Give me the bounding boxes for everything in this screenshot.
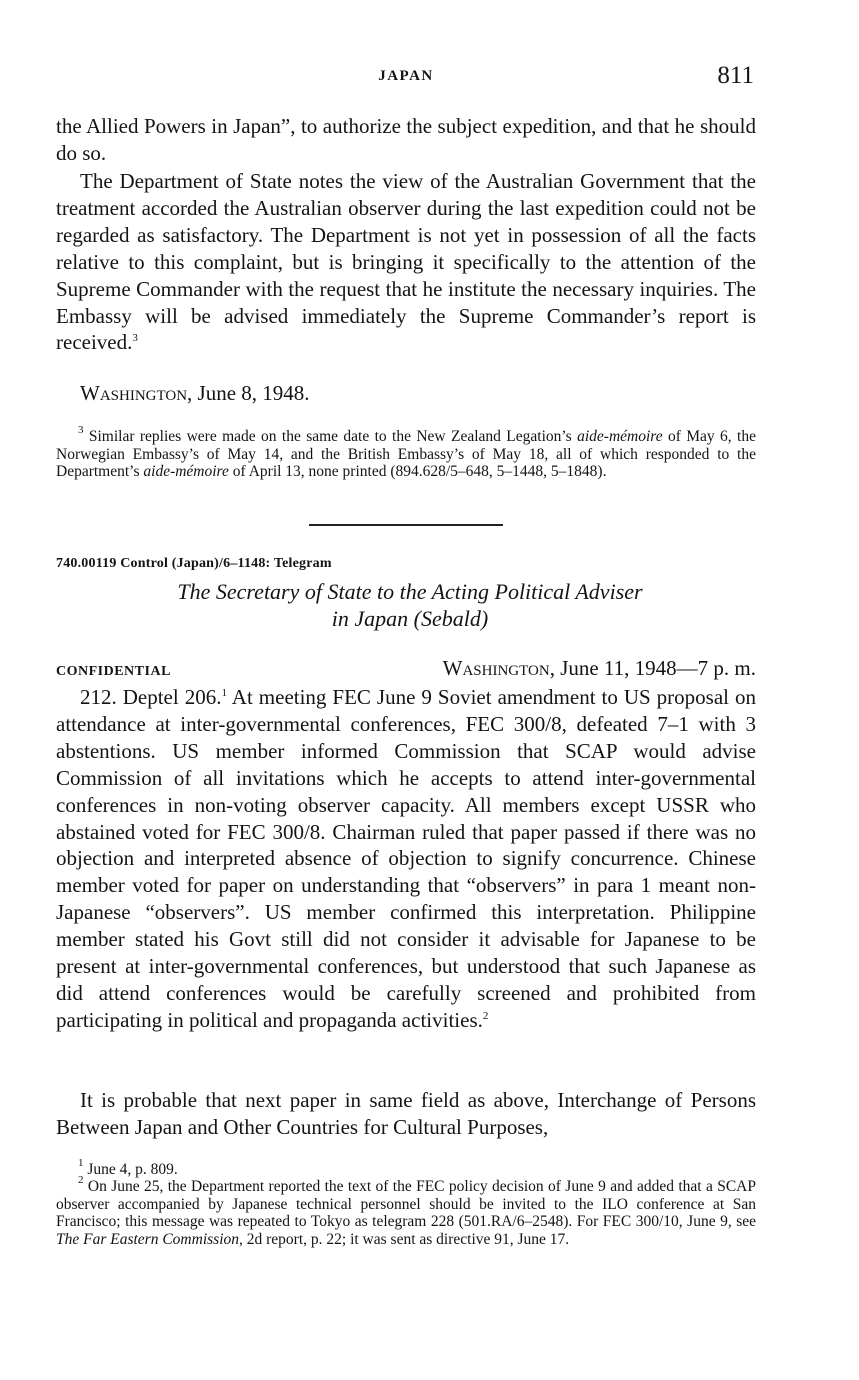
paragraph-text: At meeting FEC June 9 Soviet amendment to US proposal on attendance at inter-governmental conferences, FEC 300/8, defeated 7–1 with 3 abstentions. US member informed Commission that SCAP would advise Commission of all invitations which he accepts to attend inter-governmental conferences in non-voting observer capacity. All members except USSR who abstained voted for FEC 300/8. Chairman ruled that paper passed if there was no objection and interpreted absence of objection to signify concurrence. Chinese member voted for paper on understanding that “observers” in para 1 meant non-Japanese “observers”. US member confirmed this interpretation. Philippine member stated his Govt still did not consider it advisable for Japanese to be present at inter-governmental conferences, but understood that such Japanese as did attend conferences would be carefully screened and prohibited from participating in political and propaganda activities. [56, 685, 756, 1032]
page-header [56, 62, 756, 96]
file-reference: 740.00119 Control (Japan)/6–1148: Telegram [56, 556, 332, 571]
sending-place: Washington [442, 656, 550, 680]
footnote-2 [56, 1174, 756, 1248]
dateline-date: , June 8, 1948. [187, 381, 310, 405]
telegram-paragraph-2: It is probable that next paper in same field as above, Interchange of Persons Between Japan and Other Countries for Cultural Purposes, [56, 1088, 756, 1139]
dateline-place: Washington [80, 381, 188, 405]
running-head: JAPAN [378, 68, 434, 84]
footnote-3 [56, 424, 756, 481]
footnote-text: Similar replies were made on the same date to the New Zealand Legation’s [83, 428, 578, 445]
footnote-text: , 2d report, p. 22; it was sent as directive 91, June 17. [239, 1230, 570, 1248]
footnote-text: June 4, p. 809. [83, 1161, 178, 1178]
dateline [80, 381, 310, 406]
footnote-text: of May 6, the Norwegian Embassy’s of May 14, and the British Embassy’s of May 18, all of which responded to the Department’s [56, 428, 756, 480]
footnote-marker: 1 [78, 1157, 84, 1169]
footnote-1 [78, 1157, 178, 1179]
paragraph-text: The Department of State notes the view of the Australian Government that the treatment accorded the Australian observer during the last expedition could not be regarded as satisfactory. The Department is not yet in possession of all the facts relative to this complaint, but is bringing it specifically to the attention of the Supreme Commander with the request that he institute the necessary inquiries. The Embassy will be advised immediately the Supreme Commander’s report is received. [56, 169, 756, 355]
section-divider [309, 524, 503, 526]
title-line-1: The Secretary of State to the Acting Political Adviser [177, 579, 643, 604]
paragraph-department-notes [56, 168, 756, 356]
footnote-text: of April 13, none printed (894.628/5–648, 5–1448, 5–1848). [228, 463, 607, 480]
page-number: 811 [717, 62, 754, 89]
footnote-italic: aide-mémoire [577, 428, 663, 445]
paragraph-text: 212. Deptel 206. [80, 685, 222, 709]
footnote-marker: 3 [78, 424, 84, 436]
document-title [100, 578, 720, 632]
footnote-italic: aide-mémoire [143, 463, 229, 480]
sending-place-date [443, 656, 756, 681]
footnote-text: On June 25, the Department reported the text of the FEC policy decision of June 9 and added that a SCAP observer accompanied by Japanese technical personnel should be invited to the ILO conference at San Francisco; this message was repeated to Tokyo as telegram 228 (501.RA/6–2548). For FEC 300/10, June 9, see [56, 1178, 756, 1230]
paragraph-continued: the Allied Powers in Japan”, to authorize the subject expedition, and that he should do so. [56, 114, 756, 165]
footnote-italic: The Far Eastern Commission [56, 1230, 239, 1248]
telegram-paragraph-1 [56, 684, 756, 1034]
classification: CONFIDENTIAL [56, 664, 171, 679]
footnote-ref-1: 1 [221, 687, 227, 699]
footnote-ref-3: 3 [132, 332, 138, 345]
footnote-ref-2: 2 [482, 1009, 489, 1022]
title-line-2: in Japan (Sebald) [331, 606, 489, 631]
footnote-marker: 2 [78, 1174, 84, 1186]
sending-date: , June 11, 1948—7 p. m. [549, 656, 756, 680]
